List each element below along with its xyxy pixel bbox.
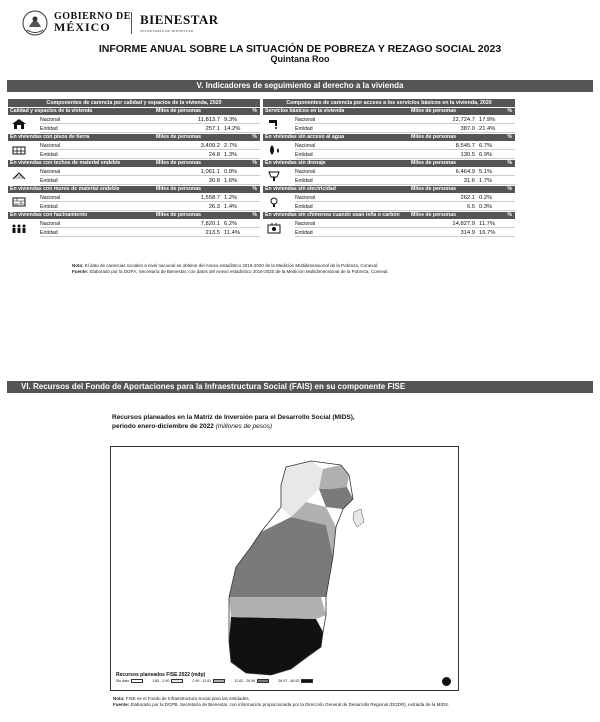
table-row bbox=[40, 151, 260, 159]
bulb-icon bbox=[266, 196, 282, 208]
bienestar-title: BIENESTAR bbox=[140, 12, 219, 27]
water-drop-icon bbox=[266, 144, 282, 156]
row-percent: 5.1% bbox=[479, 169, 493, 175]
legend-item bbox=[234, 679, 269, 683]
indicator-body bbox=[8, 193, 260, 211]
indicator-pct-head: % bbox=[252, 186, 257, 192]
indicator-unit: Miles de personas bbox=[156, 212, 201, 218]
source-text: Elaborado por la DGPB, Secretaría de Bienestar, con información proporcionada por la Dirección General de Desarrollo Regional (DGDR), extraída de la MIDS. bbox=[130, 702, 450, 707]
legend-item bbox=[278, 679, 313, 683]
note-text: El dato de carencias sociales a nivel nacional se obtiene del Anexo estadístico 2016-2020 de la Medición Multidimensional de la Pobreza, Coneval. bbox=[84, 263, 379, 268]
legend-label: 11.82 - 26.96 bbox=[234, 679, 256, 683]
indicator-name: En viviendas sin acceso al agua bbox=[265, 134, 345, 140]
row-value: 22,724.7 bbox=[452, 117, 475, 123]
indicator-pct-head: % bbox=[252, 134, 257, 140]
row-value: 7,820.1 bbox=[200, 221, 220, 227]
gobierno-mexico-wordmark bbox=[54, 11, 131, 33]
row-label: Nacional bbox=[40, 143, 61, 149]
indicator-body bbox=[263, 193, 515, 211]
row-value: 6,464.9 bbox=[455, 169, 475, 175]
indicator-pct-head: % bbox=[252, 160, 257, 166]
note-label: Nota: bbox=[72, 263, 84, 268]
row-value: 14,827.9 bbox=[452, 221, 475, 227]
table-row bbox=[295, 203, 515, 211]
indicator-name: Calidad y espacios de la vivienda bbox=[10, 108, 93, 114]
legend-label: 1.80 - 2.90 bbox=[152, 679, 170, 683]
map-title-line2: periodo enero-diciembre de 2022 bbox=[112, 423, 214, 430]
row-percent: 1.2% bbox=[224, 195, 238, 201]
roof-icon bbox=[11, 170, 27, 182]
legend-item bbox=[116, 679, 143, 683]
legend-swatch bbox=[213, 679, 225, 683]
map-legend bbox=[116, 679, 319, 683]
indicator-name: En viviendas con muros de material endeble bbox=[10, 186, 120, 192]
indicator-name: En viviendas con techos de material endeble bbox=[10, 160, 121, 166]
row-value: 262.1 bbox=[460, 195, 475, 201]
indicator-pct-head: % bbox=[507, 186, 512, 192]
bienestar-subtitle: SECRETARÍA DE BIENESTAR bbox=[140, 29, 194, 33]
legend-item bbox=[192, 679, 225, 683]
faucet-icon bbox=[266, 118, 282, 130]
row-value: 314.9 bbox=[460, 230, 475, 236]
row-value: 1,061.1 bbox=[200, 169, 220, 175]
table-row bbox=[40, 203, 260, 211]
row-label: Nacional bbox=[295, 221, 316, 227]
map-title bbox=[112, 413, 355, 431]
row-label: Nacional bbox=[40, 169, 61, 175]
legend-swatch bbox=[171, 679, 183, 683]
section-6-header: VI. Recursos del Fondo de Aportaciones para la Infraestructura Social (FAIS) en su componente FISE bbox=[7, 381, 593, 393]
indicator-body bbox=[263, 167, 515, 185]
row-percent: 0.3% bbox=[479, 204, 493, 210]
table-row bbox=[295, 125, 515, 133]
indicator-pct-head: % bbox=[507, 160, 512, 166]
indicator-name: En viviendas sin electricidad bbox=[265, 186, 336, 192]
source-text: Elaborado por la DGPA, Secretaría de Bienestar, con datos del Anexo estadístico 2016-2020 de la Medición Multidimensional de la Pobreza, Coneval. bbox=[89, 269, 389, 274]
coat-of-arms-logo bbox=[22, 8, 48, 38]
indicator-unit: Miles de personas bbox=[156, 134, 201, 140]
row-value: 31.6 bbox=[463, 178, 475, 184]
map-frame bbox=[110, 446, 459, 691]
drain-icon bbox=[266, 170, 282, 182]
municipality-puerto-morelos bbox=[319, 487, 353, 509]
legend-label: 2.90 - 11.81 bbox=[192, 679, 212, 683]
report-subtitle: Quintana Roo bbox=[270, 54, 330, 64]
section-5-notes bbox=[72, 263, 532, 275]
indicator-name: En viviendas sin chimenea cuando usan leña o carbón para cocinar bbox=[265, 212, 400, 225]
table-row bbox=[40, 177, 260, 185]
row-value: 387.0 bbox=[460, 126, 475, 132]
row-percent: 2.7% bbox=[224, 143, 238, 149]
row-label: Nacional bbox=[295, 117, 316, 123]
indicator-unit: Miles de personas bbox=[411, 186, 456, 192]
row-label: Entidad bbox=[295, 178, 313, 184]
row-value: 257.1 bbox=[205, 126, 220, 132]
indicator-pct-head: % bbox=[507, 212, 512, 218]
legend-label: Sin dato bbox=[116, 679, 130, 683]
legend-label: 26.97 - 46.92 bbox=[278, 679, 300, 683]
indicator-body bbox=[263, 115, 515, 133]
row-label: Nacional bbox=[295, 169, 316, 175]
row-percent: 17.9% bbox=[479, 117, 496, 123]
indicator-body bbox=[263, 141, 515, 159]
municipality-felipe-carrillo-puerto bbox=[229, 517, 333, 597]
crowding-icon bbox=[11, 222, 27, 234]
legend-swatch bbox=[131, 679, 143, 683]
indicator-header bbox=[263, 186, 515, 193]
row-value: 1,558.7 bbox=[200, 195, 220, 201]
source-line bbox=[113, 702, 453, 708]
row-value: 213.5 bbox=[205, 230, 220, 236]
row-label: Nacional bbox=[40, 117, 61, 123]
map-title-units: (millones de pesos) bbox=[215, 423, 273, 430]
source-line bbox=[72, 269, 532, 275]
indicator-body bbox=[8, 141, 260, 159]
row-label: Entidad bbox=[40, 126, 58, 132]
row-percent: 0.8% bbox=[224, 169, 238, 175]
indicator-header bbox=[263, 160, 515, 167]
north-arrow-icon bbox=[442, 677, 451, 686]
note-text: FISE es el Fondo de Infraestructura Social para las entidades. bbox=[125, 696, 250, 701]
section-6-notes bbox=[113, 696, 453, 708]
row-percent: 9.3% bbox=[224, 117, 238, 123]
row-percent: 16.7% bbox=[479, 230, 496, 236]
table-row bbox=[40, 116, 260, 124]
source-label: Fuente: bbox=[113, 702, 130, 707]
table-calidad-espacios bbox=[8, 99, 260, 237]
indicator-header bbox=[263, 134, 515, 141]
indicator-name: En viviendas sin drenaje bbox=[265, 160, 326, 166]
indicator-unit: Miles de personas bbox=[156, 108, 201, 114]
row-value: 30.8 bbox=[208, 178, 220, 184]
island-cozumel bbox=[353, 509, 364, 527]
table-row bbox=[295, 168, 515, 176]
row-value: 26.3 bbox=[208, 204, 220, 210]
indicator-body bbox=[8, 115, 260, 133]
wall-icon bbox=[11, 196, 27, 208]
gobierno-line1: GOBIERNO DE bbox=[54, 11, 131, 22]
table-heading: Componentes de carencia por calidad y espacios de la vivienda, 2020 bbox=[8, 99, 260, 107]
table-row bbox=[40, 168, 260, 176]
indicator-pct-head: % bbox=[507, 108, 512, 114]
row-percent: 6.7% bbox=[479, 143, 493, 149]
row-percent: 6.9% bbox=[479, 152, 493, 158]
indicator-pct-head: % bbox=[252, 108, 257, 114]
legend-swatch bbox=[257, 679, 269, 683]
floor-icon bbox=[11, 144, 27, 156]
header-divider bbox=[131, 12, 132, 34]
row-percent: 11.7% bbox=[479, 221, 496, 227]
row-percent: 1.6% bbox=[224, 178, 238, 184]
row-label: Entidad bbox=[40, 178, 58, 184]
source-label: Fuente: bbox=[72, 269, 89, 274]
indicator-name: En viviendas con pisos de tierra bbox=[10, 134, 90, 140]
indicator-header bbox=[8, 160, 260, 167]
table-row bbox=[295, 220, 515, 228]
section-5-header: V. Indicadores de seguimiento al derecho a la vivienda bbox=[7, 80, 593, 92]
row-label: Entidad bbox=[295, 204, 313, 210]
table-row bbox=[40, 194, 260, 202]
map-title-line1: Recursos planeados en la Matriz de Inversión para el Desarrollo Social (MIDS), bbox=[112, 414, 355, 421]
indicator-pct-head: % bbox=[252, 212, 257, 218]
indicator-unit: Miles de personas bbox=[411, 134, 456, 140]
row-percent: 14.2% bbox=[224, 126, 241, 132]
row-label: Entidad bbox=[40, 152, 58, 158]
gobierno-line2: MÉXICO bbox=[54, 20, 111, 34]
indicator-header bbox=[8, 108, 260, 115]
municipality-othon-blanco bbox=[229, 617, 323, 675]
row-label: Nacional bbox=[295, 143, 316, 149]
row-percent: 1.7% bbox=[479, 178, 493, 184]
row-percent: 0.2% bbox=[479, 195, 493, 201]
municipality-bacalar bbox=[229, 597, 326, 619]
table-row bbox=[40, 229, 260, 237]
indicator-body bbox=[263, 219, 515, 237]
row-label: Entidad bbox=[295, 230, 313, 236]
municipality-benito-juarez bbox=[319, 465, 349, 489]
indicator-unit: Miles de personas bbox=[156, 160, 201, 166]
row-percent: 1.3% bbox=[224, 152, 238, 158]
row-value: 8,545.7 bbox=[455, 143, 475, 149]
row-value: 130.5 bbox=[460, 152, 475, 158]
row-label: Nacional bbox=[40, 195, 61, 201]
indicator-name: Servicios básicos en la vivienda bbox=[265, 108, 345, 114]
indicator-unit: Miles de personas bbox=[411, 108, 456, 114]
table-row bbox=[40, 125, 260, 133]
row-percent: 6.2% bbox=[224, 221, 238, 227]
table-heading: Componentes de carencia por acceso a los servicios básicos en la vivienda, 2020 bbox=[263, 99, 515, 107]
row-percent: 11.4% bbox=[224, 230, 241, 236]
indicator-header bbox=[8, 134, 260, 141]
indicator-header bbox=[263, 108, 515, 115]
row-label: Entidad bbox=[40, 230, 58, 236]
indicator-unit: Miles de personas bbox=[156, 186, 201, 192]
indicator-header bbox=[8, 212, 260, 219]
row-percent: 21.4% bbox=[479, 126, 496, 132]
indicator-unit: Miles de personas bbox=[411, 212, 456, 218]
table-servicios-basicos bbox=[263, 99, 515, 237]
row-value: 11,813.7 bbox=[197, 117, 220, 123]
table-row bbox=[295, 142, 515, 150]
indicator-pct-head: % bbox=[507, 134, 512, 140]
table-row bbox=[40, 142, 260, 150]
table-row bbox=[295, 151, 515, 159]
row-label: Nacional bbox=[295, 195, 316, 201]
quintana-roo-map bbox=[111, 447, 460, 692]
table-row bbox=[295, 229, 515, 237]
row-value: 3,409.2 bbox=[200, 143, 220, 149]
indicator-name: En viviendas con hacinamiento bbox=[10, 212, 88, 218]
row-label: Entidad bbox=[295, 126, 313, 132]
legend-item bbox=[152, 679, 183, 683]
table-row bbox=[295, 116, 515, 124]
table-row bbox=[295, 177, 515, 185]
note-label: Nota: bbox=[113, 696, 125, 701]
row-percent: 1.4% bbox=[224, 204, 238, 210]
table-row bbox=[295, 194, 515, 202]
row-value: 6.5 bbox=[466, 204, 475, 210]
table-row bbox=[40, 220, 260, 228]
indicator-body bbox=[8, 167, 260, 185]
stove-icon bbox=[266, 222, 282, 234]
row-label: Entidad bbox=[295, 152, 313, 158]
legend-title: Recursos planeados FISE 2022 (mdp) bbox=[116, 672, 206, 678]
row-value: 24.8 bbox=[208, 152, 220, 158]
indicator-header bbox=[8, 186, 260, 193]
house-icon bbox=[11, 118, 27, 130]
row-label: Nacional bbox=[40, 221, 61, 227]
row-label: Entidad bbox=[40, 204, 58, 210]
legend-swatch bbox=[301, 679, 313, 683]
indicator-unit: Miles de personas bbox=[411, 160, 456, 166]
report-title: INFORME ANUAL SOBRE LA SITUACIÓN DE POBREZA Y REZAGO SOCIAL 2023 bbox=[98, 43, 502, 55]
bienestar-wordmark bbox=[140, 12, 219, 33]
indicator-body bbox=[8, 219, 260, 237]
